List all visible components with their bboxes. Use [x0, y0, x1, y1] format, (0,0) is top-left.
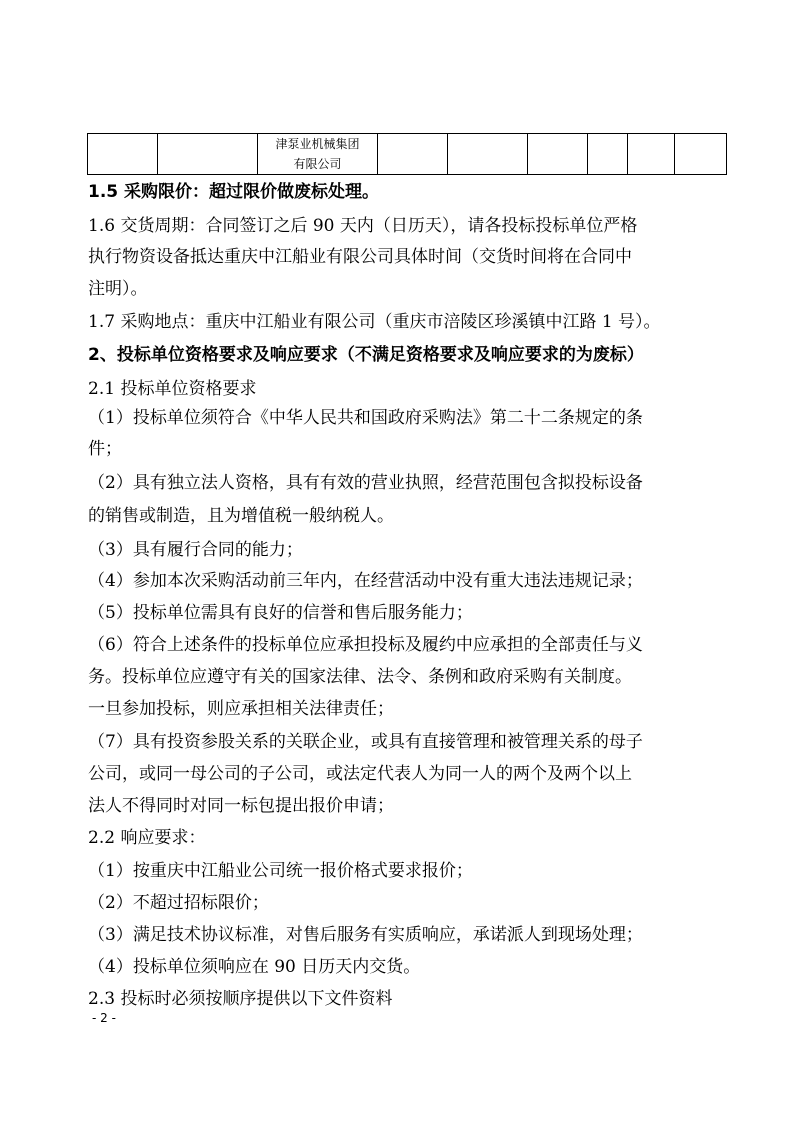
section-1-5-heading: 1.5 采购限价：超过限价做废标处理。	[88, 182, 380, 202]
paragraph-line: （5）投标单位需具有良好的信誉和售后服务能力；	[88, 603, 473, 623]
table-cell	[528, 134, 588, 175]
section-2-3-heading: 2.3 投标时必须按顺序提供以下文件资料	[88, 989, 393, 1009]
paragraph-line: （4）投标单位须响应在 90 日历天内交货。	[88, 957, 421, 977]
spec-table-continuation	[87, 133, 727, 175]
company-name-line-2: 有限公司	[293, 157, 342, 171]
table-cell	[628, 134, 675, 175]
paragraph-line: （2）具有独立法人资格，具有有效的营业执照，经营范围包含拟投标设备	[88, 473, 643, 493]
paragraph-line: 注明）。	[88, 279, 148, 299]
paragraph-line: （4）参加本次采购活动前三年内，在经营活动中没有重大违法违规记录；	[88, 571, 643, 591]
table-cell	[88, 134, 158, 175]
paragraph-line: （7）具有投资参股关系的关联企业，或具有直接管理和被管理关系的母子	[88, 732, 643, 752]
paragraph-line: 1.7 采购地点：重庆中江船业有限公司（重庆市涪陵区珍溪镇中江路 1 号）。	[88, 312, 661, 332]
paragraph-line: 件；	[88, 439, 122, 459]
paragraph-line: 公司，或同一母公司的子公司，或法定代表人为同一人的两个及两个以上	[88, 764, 632, 784]
paragraph-line: （6）符合上述条件的投标单位应承担投标及履约中应承担的全部责任与义	[88, 635, 643, 655]
paragraph-line: （1）按重庆中江船业公司统一报价格式要求报价；	[88, 861, 473, 881]
table-cell	[378, 134, 448, 175]
paragraph-line: 一旦参加投标，则应承担相关法律责任；	[88, 699, 394, 719]
paragraph-line: （3）具有履行合同的能力；	[88, 540, 303, 560]
table-cell	[448, 134, 528, 175]
paragraph-line: 执行物资设备抵达重庆中江船业有限公司具体时间（交货时间将在合同中	[88, 247, 632, 267]
paragraph-line: 的销售或制造，且为增值税一般纳税人。	[88, 506, 394, 526]
paragraph-line: 1.6 交货周期：合同签订之后 90 天内（日历天），请各投标投标单位严格	[88, 216, 638, 236]
paragraph-line: （2）不超过招标限价；	[88, 893, 269, 913]
table-row	[88, 134, 727, 175]
table-cell-company	[258, 134, 378, 175]
company-name-line-1: 津泵业机械集团	[275, 137, 360, 151]
table-cell	[588, 134, 628, 175]
section-2-heading: 2、投标单位资格要求及响应要求（不满足资格要求及响应要求的为废标）	[88, 345, 644, 365]
paragraph-line: 务。投标单位应遵守有关的国家法律、法令、条例和政府采购有关制度。	[88, 667, 632, 687]
table-cell	[158, 134, 258, 175]
paragraph-line: （3）满足技术协议标准，对售后服务有实质响应，承诺派人到现场处理；	[88, 925, 643, 945]
section-2-2-heading: 2.2 响应要求：	[88, 828, 206, 848]
section-2-1-heading: 2.1 投标单位资格要求	[88, 379, 257, 399]
table-cell	[675, 134, 727, 175]
paragraph-line: 法人不得同时对同一标包提出报价申请；	[88, 796, 394, 816]
page-number: - 2 -	[92, 1011, 116, 1025]
paragraph-line: （1）投标单位须符合《中华人民共和国政府采购法》第二十二条规定的条	[88, 408, 643, 428]
